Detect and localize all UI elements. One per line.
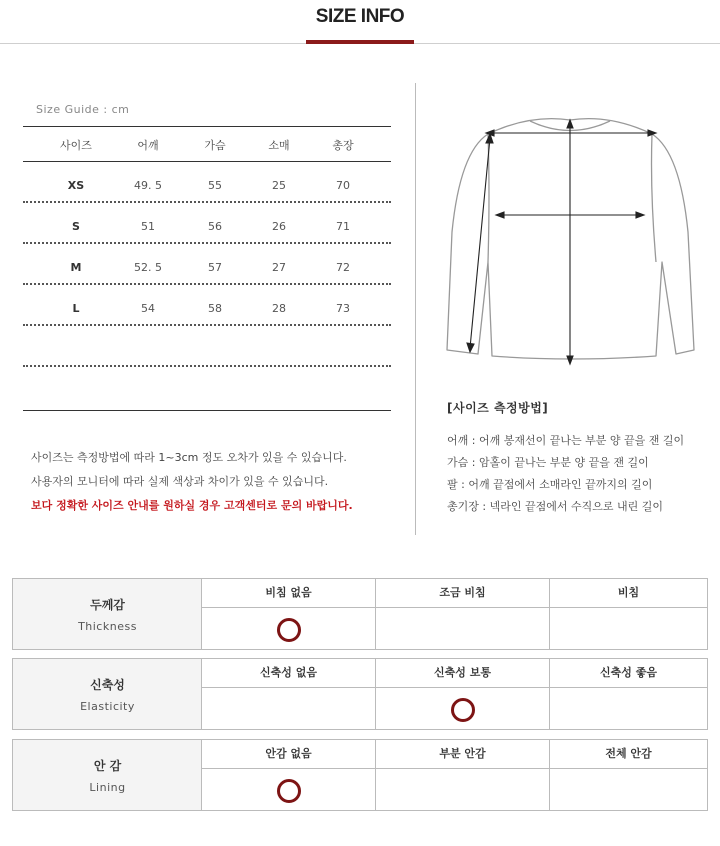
option-label: 비침 없음 bbox=[202, 579, 375, 608]
note-line: 사용자의 모니터에 따라 실제 색상과 차이가 있을 수 있습니다. bbox=[31, 475, 329, 488]
attr-title-ko: 신축성 bbox=[90, 678, 125, 692]
measure-item: 총기장 : 넥라인 끝점에서 수직으로 내린 길이 bbox=[447, 500, 663, 513]
table-bottom-rule bbox=[23, 410, 391, 411]
table-cell: 72 bbox=[336, 261, 350, 274]
attr-elasticity bbox=[12, 658, 708, 730]
col-sleeve: 소매 bbox=[268, 139, 290, 152]
attr-option bbox=[550, 659, 707, 729]
option-label: 부분 안감 bbox=[376, 740, 549, 769]
page-title: SIZE INFO bbox=[315, 6, 405, 27]
attr-head bbox=[13, 579, 202, 649]
size-table bbox=[23, 126, 391, 367]
table-row-empty bbox=[23, 326, 391, 367]
attr-title-en: Lining bbox=[89, 781, 126, 794]
attr-title-ko: 안 감 bbox=[93, 759, 122, 773]
attr-option bbox=[202, 579, 376, 649]
option-label: 안감 없음 bbox=[202, 740, 375, 769]
attr-option bbox=[202, 659, 376, 729]
attr-title-ko: 두께감 bbox=[90, 598, 125, 612]
table-cell: 73 bbox=[336, 302, 350, 315]
attr-head bbox=[13, 740, 202, 810]
size-notes bbox=[31, 446, 353, 518]
table-row bbox=[23, 162, 391, 203]
attr-title-en: Thickness bbox=[78, 620, 137, 633]
measure-item: 어깨 : 어깨 봉재선이 끝나는 부분 양 끝을 잰 길이 bbox=[447, 434, 685, 447]
header bbox=[0, 0, 720, 44]
table-cell: 70 bbox=[336, 179, 350, 192]
option-label: 비침 bbox=[550, 579, 707, 608]
table-cell: 51 bbox=[141, 220, 155, 233]
column-divider bbox=[415, 83, 416, 535]
selected-circle-icon bbox=[277, 779, 301, 803]
size-cell: M bbox=[70, 261, 82, 274]
option-label: 신축성 없음 bbox=[202, 659, 375, 688]
col-chest: 가슴 bbox=[204, 139, 226, 152]
attr-option bbox=[550, 579, 707, 649]
attr-lining bbox=[12, 739, 708, 811]
col-shoulder: 어깨 bbox=[137, 139, 159, 152]
table-row bbox=[23, 244, 391, 285]
attr-title-en: Elasticity bbox=[80, 700, 135, 713]
attr-head bbox=[13, 659, 202, 729]
size-cell: L bbox=[72, 302, 80, 315]
table-cell: 49. 5 bbox=[134, 179, 162, 192]
size-table-header bbox=[23, 126, 391, 162]
measure-title: [사이즈 측정방법] bbox=[447, 401, 549, 415]
col-size: 사이즈 bbox=[60, 139, 92, 152]
table-cell: 26 bbox=[272, 220, 286, 233]
attr-option bbox=[376, 659, 550, 729]
measure-item: 팔 : 어깨 끝점에서 소매라인 끝까지의 길이 bbox=[447, 478, 653, 491]
attr-option bbox=[376, 579, 550, 649]
col-length: 총장 bbox=[332, 139, 354, 152]
selected-circle-icon bbox=[277, 618, 301, 642]
table-cell: 52. 5 bbox=[134, 261, 162, 274]
note-line: 사이즈는 측정방법에 따라 1~3cm 정도 오차가 있을 수 있습니다. bbox=[31, 451, 347, 464]
measure-list bbox=[447, 430, 684, 518]
measure-item: 가슴 : 암홀이 끝나는 부분 양 끝을 잰 길이 bbox=[447, 456, 649, 469]
size-cell: S bbox=[72, 220, 80, 233]
table-row bbox=[23, 285, 391, 326]
size-guide-label: Size Guide : cm bbox=[36, 103, 130, 116]
measure-guide bbox=[447, 399, 684, 518]
size-cell: XS bbox=[67, 179, 85, 192]
table-cell: 56 bbox=[208, 220, 222, 233]
table-cell: 57 bbox=[208, 261, 222, 274]
attr-option bbox=[550, 740, 707, 810]
table-cell: 71 bbox=[336, 220, 350, 233]
table-row bbox=[23, 203, 391, 244]
table-cell: 58 bbox=[208, 302, 222, 315]
attr-option bbox=[376, 740, 550, 810]
table-cell: 54 bbox=[141, 302, 155, 315]
notice-line: 보다 정확한 사이즈 안내를 원하실 경우 고객센터로 문의 바랍니다. bbox=[31, 499, 353, 512]
attr-option bbox=[202, 740, 376, 810]
selected-circle-icon bbox=[451, 698, 475, 722]
garment-diagram bbox=[440, 112, 700, 370]
table-cell: 27 bbox=[272, 261, 286, 274]
table-cell: 28 bbox=[272, 302, 286, 315]
option-label: 전체 안감 bbox=[550, 740, 707, 769]
table-cell: 55 bbox=[208, 179, 222, 192]
attr-thickness bbox=[12, 578, 708, 650]
title-underline bbox=[306, 40, 414, 44]
option-label: 신축성 좋음 bbox=[550, 659, 707, 688]
option-label: 신축성 보통 bbox=[376, 659, 549, 688]
table-cell: 25 bbox=[272, 179, 286, 192]
option-label: 조금 비침 bbox=[376, 579, 549, 608]
